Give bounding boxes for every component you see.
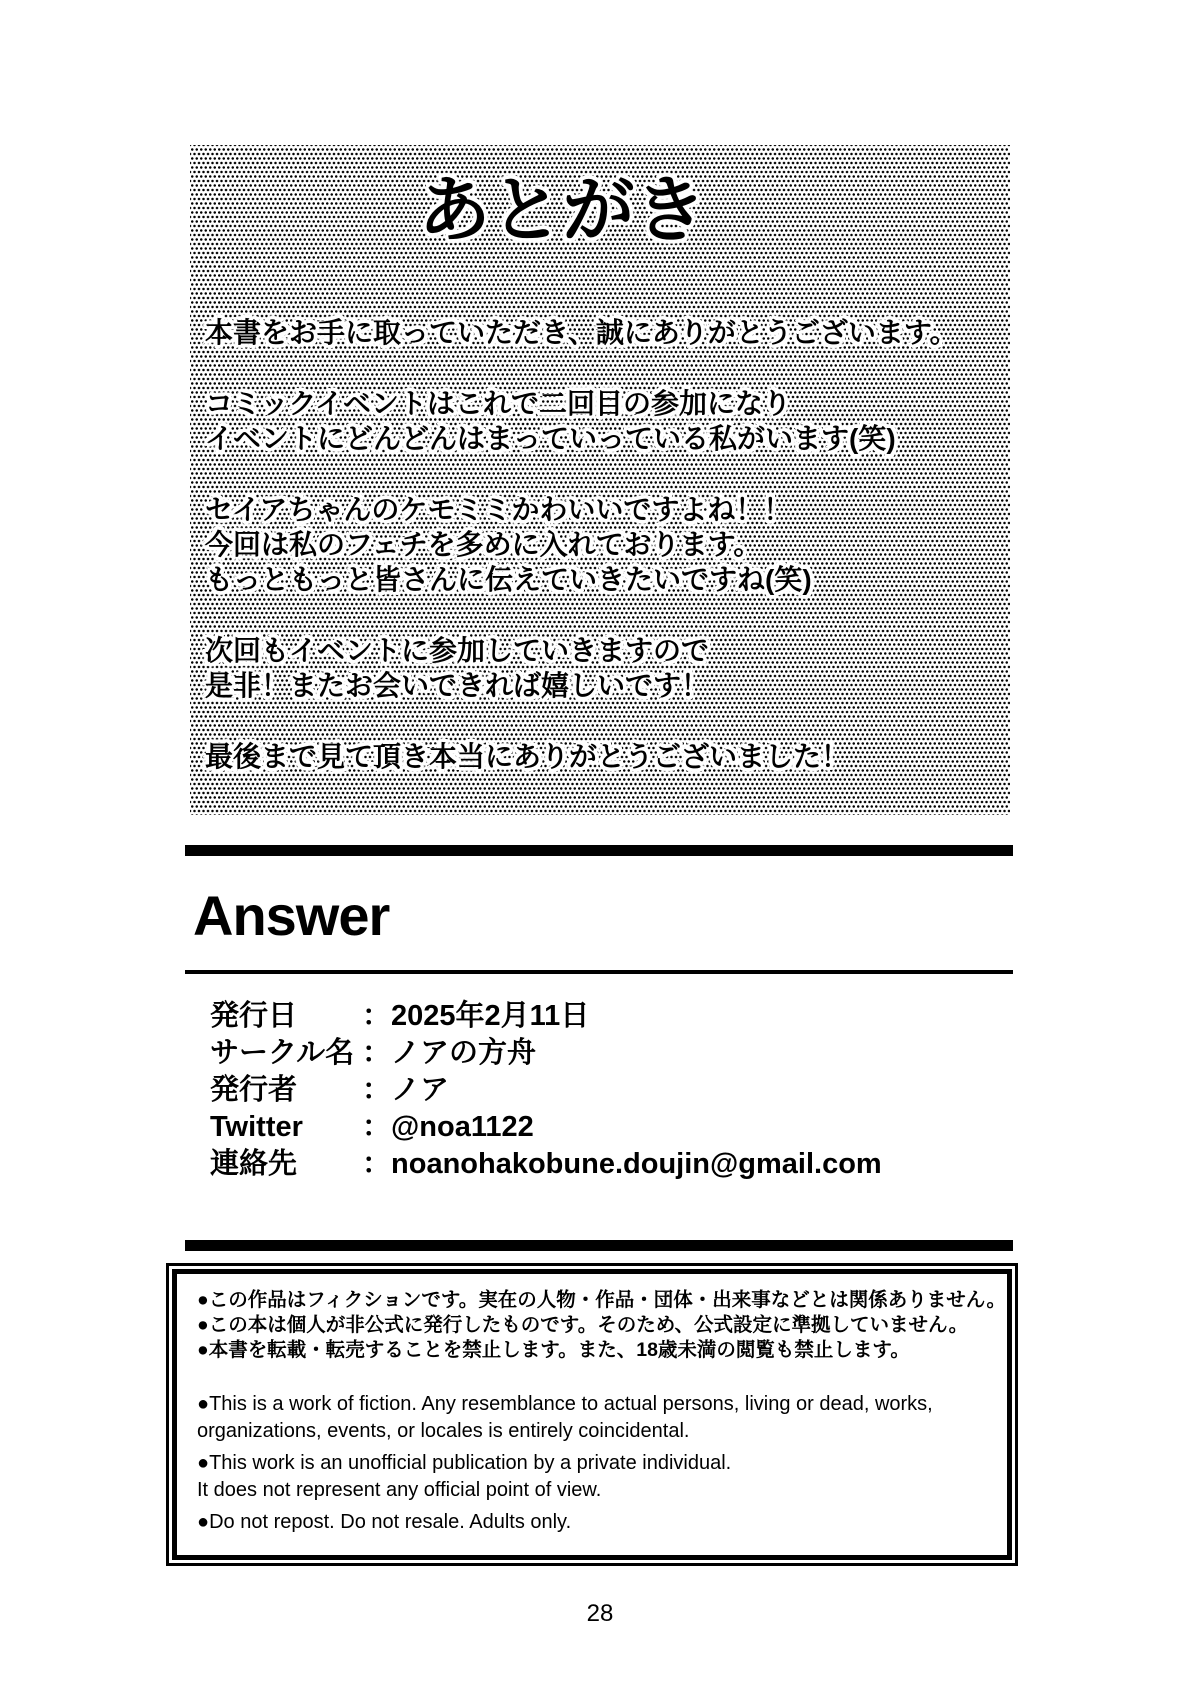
colophon-separator: ： [362,1074,392,1106]
colophon-label: サークル名 [210,1037,355,1069]
afterword-line: セイアちゃんのケモミミかわいいですよね！！ [205,494,792,525]
colophon-info [210,998,1015,1183]
colophon-row-circle-name [210,1035,1015,1072]
afterword-line: 本書をお手に取っていただき、誠にありがとうございます。 [205,317,958,348]
colophon-label: Twitter [210,1111,303,1143]
disclaimer-en-line: ●Do not repost. Do not resale. Adults only. [197,1511,572,1533]
afterword-title: あとがき [418,171,707,251]
disclaimer-en-block-no-repost [197,1509,995,1536]
disclaimer-box [166,1263,1018,1566]
disclaimer-jp-line: ●この本は個人が非公式に発行したものです。そのため、公式設定に準拠していません。 [197,1314,969,1336]
colophon-separator: ： [362,1000,392,1032]
colophon-value-twitter-handle: @noa1122 [391,1111,534,1143]
disclaimer-en-line: ●This work is an unofficial publication by a private individual. [197,1452,732,1474]
afterword-line: イベントにどんどんはまっていっている私がいます(笑) [205,423,896,454]
colophon-value: ノア [391,1074,450,1106]
afterword-line: コミックイベントはこれで二回目の参加になり [205,388,792,419]
afterword-paragraph-1 [205,315,1010,350]
colophon-rule [185,970,1013,974]
colophon-separator: ： [362,1111,392,1143]
disclaimer-en-block-unofficial [197,1450,995,1504]
afterword-paragraph-5 [205,739,1010,774]
afterword-panel [190,145,1010,815]
colophon-row-publish-date [210,998,1015,1035]
afterword-line: もっともっと皆さんに伝えていきたいですね(笑) [205,564,812,595]
disclaimer-english [197,1391,995,1536]
afterword-line: 是非！またお会いできれば嬉しいです！ [205,670,710,701]
colophon-label: 発行者 [210,1074,298,1106]
divider-bar-bottom [185,1240,1013,1251]
colophon-label: 連絡先 [210,1148,298,1180]
page-number: 28 [586,1600,614,1627]
disclaimer-jp-line: ●この作品はフィクションです。実在の人物・作品・団体・出来事などとは関係ありません。 [197,1289,1006,1311]
disclaimer-japanese [197,1288,1006,1363]
afterword-paragraph-2 [205,386,1010,456]
colophon-row-publisher [210,1072,1015,1109]
colophon-title: Answer [193,884,390,947]
disclaimer-en-line: organizations, events, or locales is entirely coincidental. [197,1420,690,1442]
disclaimer-box-inner [172,1269,1012,1560]
colophon-value-contact-email: noanohakobune.doujin@gmail.com [391,1148,882,1180]
content-column [185,0,1015,1629]
colophon-value: ノアの方舟 [391,1037,537,1069]
afterword-line: 最後まで見て頂き本当にありがとうございました！ [205,741,850,772]
colophon-separator: ： [362,1037,392,1069]
disclaimer-jp-line: ●本書を転載・転売することを禁止します。また、18歳未満の閲覧も禁止します。 [197,1339,910,1361]
colophon-row-contact [210,1146,1015,1183]
colophon-separator: ： [362,1148,392,1180]
afterword-paragraph-3 [205,492,1010,597]
afterword-paragraph-4 [205,633,1010,703]
disclaimer-en-line: ●This is a work of fiction. Any resemblance to actual persons, living or dead, works, [197,1393,933,1415]
divider-bar-top [185,845,1013,856]
colophon-label: 発行日 [210,1000,298,1032]
afterword-line: 今回は私のフェチを多めに入れております。 [205,529,762,560]
disclaimer-en-line: It does not represent any official point of view. [197,1479,602,1501]
colophon-row-twitter [210,1109,1015,1146]
colophon-value: 2025年2月11日 [391,1000,590,1032]
afterword-line: 次回もイベントに参加していきますので [205,635,710,666]
disclaimer-en-block-fiction [197,1391,995,1445]
